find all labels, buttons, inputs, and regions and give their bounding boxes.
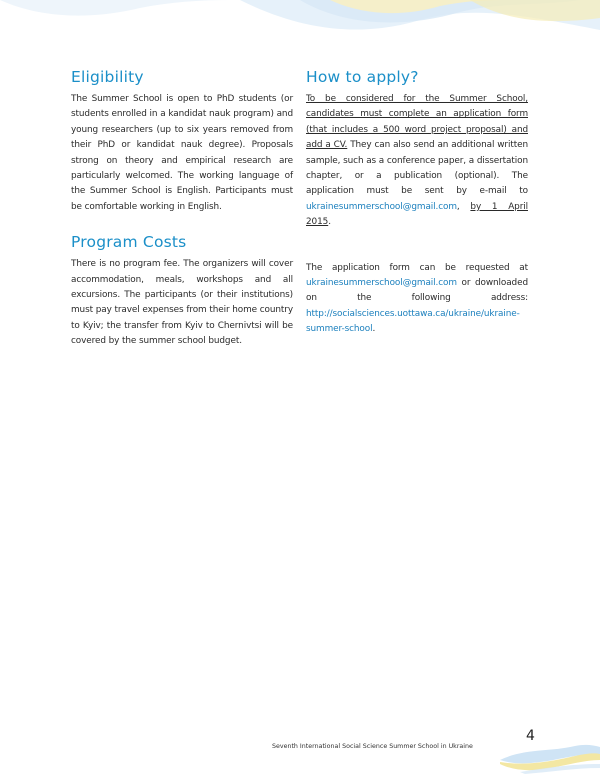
additional-materials-text: They can also send an additional written sample, such as a conference paper, a dissertation chapter, or a publication (optional). The application must be sent by e-mail to <box>306 140 528 197</box>
comma-text: , <box>456 201 471 212</box>
how-to-apply-heading: How to apply? <box>306 68 419 86</box>
deadline-text: by 1 April 2015 <box>306 201 528 228</box>
right-column <box>306 66 528 338</box>
download-url-link[interactable]: http://socialsciences.uottawa.ca/ukraine/ukraine-summer-school <box>306 308 520 335</box>
download-text: or downloaded on the following address: <box>306 278 528 304</box>
application-form-text <box>306 261 528 338</box>
program-costs-text: There is no program fee. The organizers will cover accommodation, meals, workshops and all excursions. The participants (or their institutions) must pay travel expenses from their home country to Kyiv; the transfer from Kyiv to Chernivtsi will be covered by the summer school budget. <box>71 259 293 347</box>
eligibility-text: The Summer School is open to PhD students (or students enrolled in a kandidat nauk program) and young researchers (up to six years removed from their PhD or kandidat nauk degree). Proposals strong on theory and empirical research are particularly welcomed. The working language of the Summer School is English. Participants must be comfortable working in English. <box>71 94 293 212</box>
how-to-apply-text <box>306 92 528 231</box>
program-costs-section <box>71 231 293 349</box>
form-request-text: The application form can be requested at <box>306 262 528 273</box>
email-link[interactable]: ukrainesummerschool@gmail.com <box>306 201 457 212</box>
period-text: . <box>328 217 331 228</box>
page-number: 4 <box>526 728 535 744</box>
program-costs-heading: Program Costs <box>71 233 187 252</box>
form-email-link[interactable]: ukrainesummerschool@gmail.com <box>306 278 457 289</box>
application-requirements: To be considered for the Summer School, candidates must complete an application form (that includes a 500 word project proposal) and add a CV. <box>306 94 528 151</box>
left-column <box>71 66 293 350</box>
top-wave-decoration <box>0 0 600 48</box>
eligibility-section <box>71 66 293 215</box>
eligibility-heading: Eligibility <box>71 68 144 86</box>
bottom-wave-decoration <box>500 738 600 776</box>
how-to-apply-section <box>306 66 528 338</box>
form-end-text: . <box>372 324 376 335</box>
footer-title: Seventh International Social Science Summer School in Ukraine <box>272 743 473 750</box>
